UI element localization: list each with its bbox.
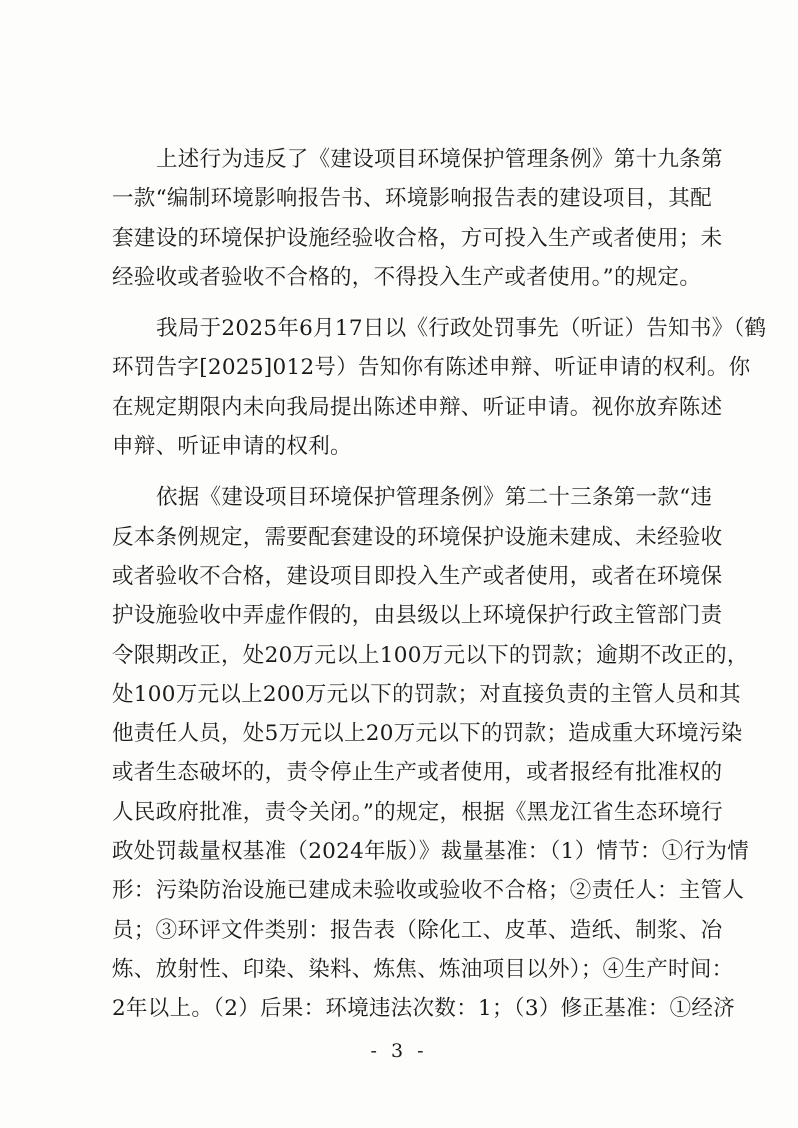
- text-line: 炼、放射性、印染、染料、炼焦、炼油项目以外）；④生产时间：: [112, 956, 734, 982]
- text-line: 员；③环评文件类别：报告表（除化工、皮革、造纸、制浆、冶: [112, 917, 723, 943]
- text-line: 或者生态破坏的，责令停止生产或者使用，或者报经有批准权的: [112, 760, 723, 786]
- text-line: 处100万元以上200万元以下的罚款；对直接负责的主管人员和其: [112, 681, 741, 707]
- text-line: 申辩、听证申请的权利。: [112, 434, 352, 460]
- text-line: 令限期改正，处20万元以上100万元以下的罚款；逾期不改正的，: [112, 642, 749, 668]
- text-line: 我局于2025年6月17日以《行政处罚事先（听证）告知书》（鹤: [156, 316, 767, 342]
- page-number: - 3 -: [370, 1040, 428, 1062]
- text-line: 政处罚裁量权基准（2024年版）》裁量基准：（1）情节：①行为情: [112, 839, 749, 865]
- text-line: 套建设的环境保护设施经验收合格，方可投入生产或者使用；未: [112, 225, 723, 251]
- text-line: 形：污染防治设施已建成未验收或验收不合格；②责任人：主管人: [112, 878, 745, 904]
- text-line: 护设施验收中弄虚作假的，由县级以上环境保护行政主管部门责: [112, 603, 723, 629]
- text-line: 环罚告字[2025]012号）告知你有陈述申辩、听证申请的权利。你: [112, 355, 751, 381]
- text-line: 他责任人员，处5万元以上20万元以下的罚款；造成重大环境污染: [112, 721, 743, 747]
- document-body: [112, 140, 767, 1041]
- paragraph-violation: [112, 140, 723, 297]
- paragraph-legal-basis: [112, 478, 749, 1028]
- text-line: 反本条例规定，需要配套建设的环境保护设施未建成、未经验收: [112, 524, 723, 550]
- text-line: 经验收或者验收不合格的，不得投入生产或者使用。”的规定。: [112, 264, 702, 290]
- paragraph-notice: [112, 309, 767, 466]
- text-line: 2年以上。（2）后果：环境违法次数：1；（3）修正基准：①经济: [112, 996, 736, 1022]
- text-line: 人民政府批准，责令关闭。”的规定，根据《黑龙江省生态环境行: [112, 799, 723, 825]
- text-line: 一款“编制环境影响报告书、环境影响报告表的建设项目，其配: [112, 186, 712, 212]
- text-line: 上述行为违反了《建设项目环境保护管理条例》第十九条第: [156, 147, 723, 172]
- text-line: 或者验收不合格，建设项目即投入生产或者使用，或者在环境保: [112, 563, 723, 589]
- text-line: 依据《建设项目环境保护管理条例》第二十三条第一款“违: [156, 485, 713, 511]
- text-line: 在规定期限内未向我局提出陈述申辩、听证申请。视你放弃陈述: [112, 394, 723, 420]
